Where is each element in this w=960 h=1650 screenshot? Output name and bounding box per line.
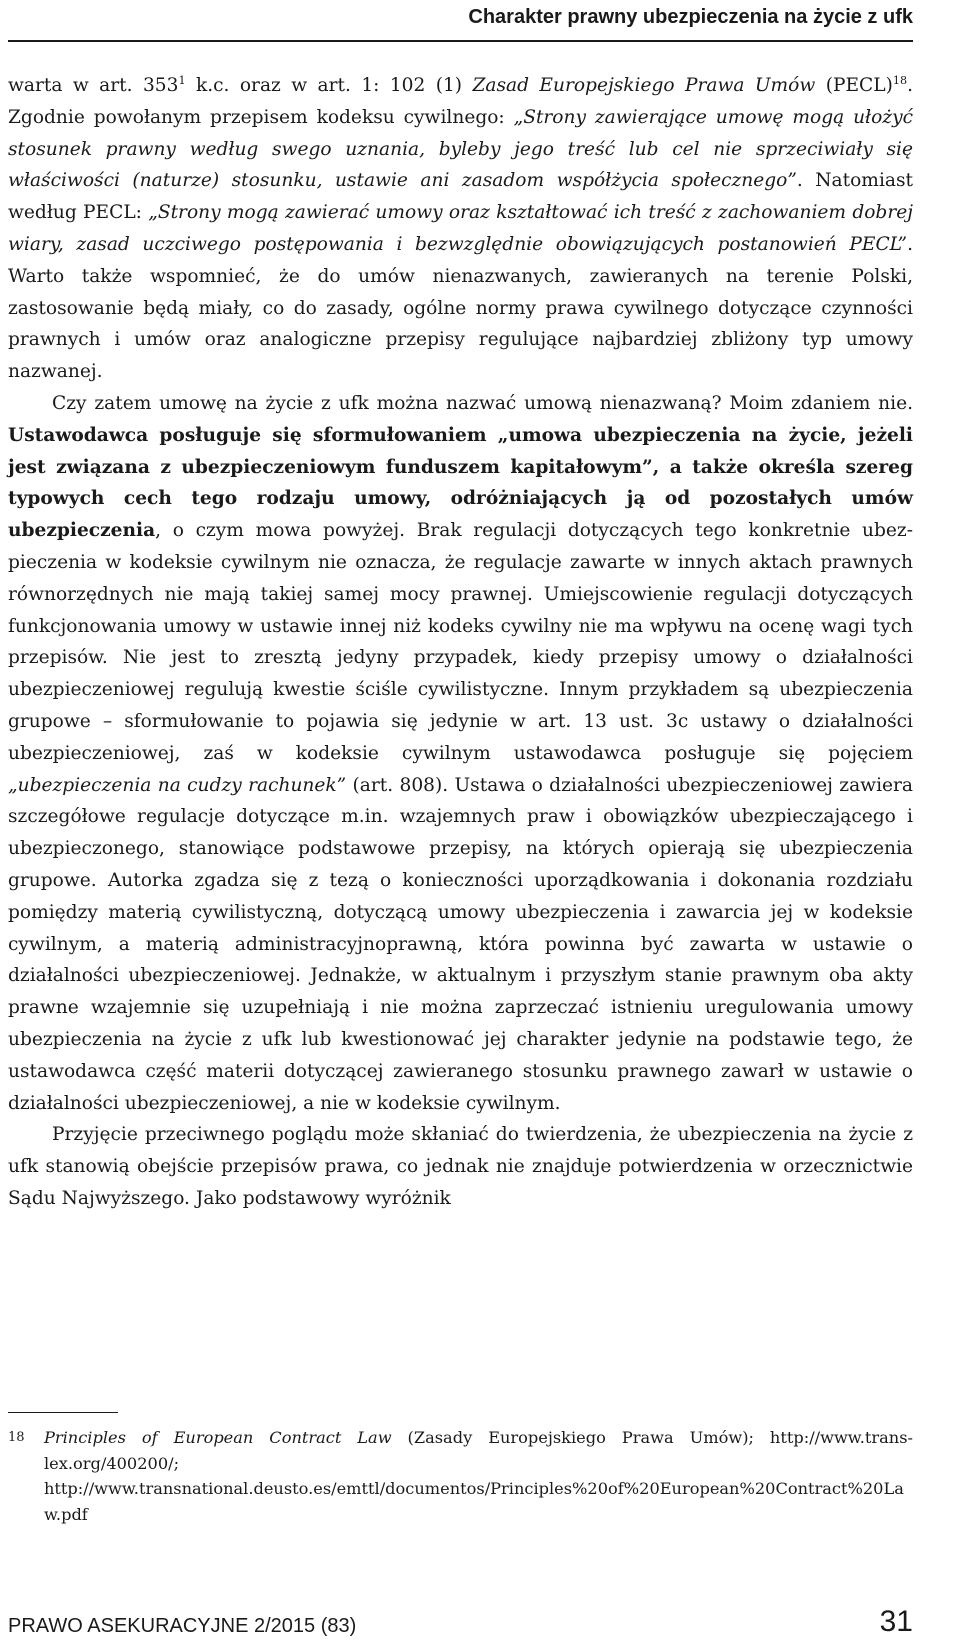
italic-quote: „Strony mogą zawierać umowy oraz kształtować ich treść z zachowaniem dobrej wiary, zasad uczciwego postępowania i bezwzględnie obowiązujących postanowień PECL” bbox=[8, 202, 913, 255]
text-run: (PECL) bbox=[815, 75, 893, 96]
article-body bbox=[8, 70, 913, 1215]
journal-name: PRAWO ASEKURACYJNE 2/2015 (83) bbox=[8, 1615, 357, 1637]
footnotes bbox=[8, 1425, 913, 1527]
text-run: warta w art. 353 bbox=[8, 75, 179, 96]
page-header bbox=[8, 0, 913, 42]
page-footer bbox=[8, 1605, 913, 1645]
bold-emphasis: Ustawodawca posługuje się sformułowaniem „umowa ubezpieczenia na życie, jeżeli jest związana z ubezpieczeniowym funduszem kapitałowym”, a także określa szereg typowych cech tego rodzaju umowy, odróżniających ją od pozostałych umów ubezpieczenia bbox=[8, 424, 913, 542]
footnote-separator bbox=[8, 1412, 118, 1413]
footnote-title: Principles of European Contract Law bbox=[44, 1428, 392, 1447]
paragraph-2 bbox=[8, 388, 913, 1119]
paragraph-1 bbox=[8, 70, 913, 388]
italic-text: Zasad Europejskiego Prawa Umów bbox=[472, 75, 816, 96]
footnote-text bbox=[44, 1425, 913, 1527]
text-run: Czy zatem umowę na życie z ufk można nazwać umową nienazwaną? Moim zdaniem nie. bbox=[52, 392, 913, 414]
italic-quote: „Strony zawierające umowę mogą ułożyć stosunek prawny według swego uznania, byleby jego treść lub cel nie sprzeciwiały się właściwości (naturze) stosunku, ustawie ani zasadom współżycia społecznego” bbox=[8, 106, 913, 192]
footnote-reference[interactable]: 18 bbox=[892, 73, 908, 87]
text-run: . Warto także wspomnieć, że do umów nienazwanych, zawieranych na terenie Polski, zastosowanie będą miały, co do zasady, ogólne normy prawa cywilnego dotyczące czynności prawnych i umów oraz analogiczne przepisy regulujące najbardziej zbliżony typ umowy nazwanej. bbox=[8, 233, 913, 383]
text-run: Przyjęcie przeciwnego poglądu może skłaniać do twierdzenia, że ubezpieczenia na życie z ufk stanowią obejście przepisów prawa, co jednak nie znajduje potwierdzenia w orzecznictwie Sądu Najwyższego. Jako podstawowy wyróżnik bbox=[8, 1124, 913, 1209]
paragraph-3 bbox=[8, 1119, 913, 1214]
text-run: k.c. oraz w art. 1: 102 (1) bbox=[185, 75, 473, 96]
footnote-body: (Zasady Europejskiego Prawa Umów); http://www.trans-lex.org/400200/; http://www.transnational.deusto.es/emttl/documentos/Principles%20of%20European%20Contract%20Law.pdf bbox=[44, 1428, 913, 1524]
text-run: (art. 808). Ustawa o działalności ubezpieczeniowej zawiera szczegółowe regulacje dotyczące m.in. wzajemnych praw i obowiązków ubezpieczającego i ubezpieczonego, stanowiące podstawowe przepisy, na których opierają się ubezpieczenia grupowe. Autorka zgadza się z tezą o konieczności uporządkowania i dokonania rozdziału pomiędzy materią cywilistyczną, dotyczącą umowy ubezpieczenia i zawarcia jej w kodeksie cywilnym, a materią administracyjnoprawną, która powinna być zawarta w ustawie o działalności ubezpieczeniowej. Jednakże, w aktualnym i przyszłym stanie prawnym oba akty prawne wzajemnie się uzupełniają i nie można zaprzeczać istnieniu uregulowania umowy ubezpieczenia na życie z ufk lub kwestionować jej charakter jedynie na podstawie tego, że ustawodawca część materii dotyczącej zawieranego stosunku prawnego zawarł w ustawie o działalności ubezpieczeniowej, a nie w kodeksie cywilnym. bbox=[8, 774, 914, 1114]
text-run: . Natomiast według PECL: bbox=[8, 170, 913, 224]
footnote bbox=[8, 1425, 913, 1527]
footnote-number: 18 bbox=[8, 1430, 25, 1445]
superscript: 1 bbox=[178, 73, 186, 87]
italic-quote: „ubezpieczenia na cudzy rachunek” bbox=[8, 774, 347, 796]
running-title: Charakter prawny ubezpieczenia na życie z ufk bbox=[468, 6, 913, 28]
page-number: 31 bbox=[879, 1605, 913, 1638]
text-run: . Zgodnie powołanym przepisem kodeksu cywilnego: bbox=[8, 75, 913, 128]
text-run: , o czym mowa powyżej. Brak regulacji dotyczących tego konkretnie ubezpieczenia w kodeksie cywilnym nie oznacza, że regulacje zawarte w innych aktach prawnych równorzędnych nie mają takiej samej mocy prawnej. Umiejscowienie regulacji dotyczących funkcjonowania umowy w ustawie innej niż kodeks cywilny nie ma wpływu na ocenę wagi tych przepisów. Nie jest to zresztą jedyny przypadek, kiedy przepisy umowy o działalności ubezpieczeniowej regulują kwestie ściśle cywilistyczne. Innym przykładem są ubezpieczenia grupowe – sformułowanie to pojawia się jedynie w art. 13 ust. 3c ustawy o działalności ubezpieczeniowej, zaś w kodeksie cywilnym ustawodawca posługuje się pojęciem bbox=[8, 520, 913, 764]
